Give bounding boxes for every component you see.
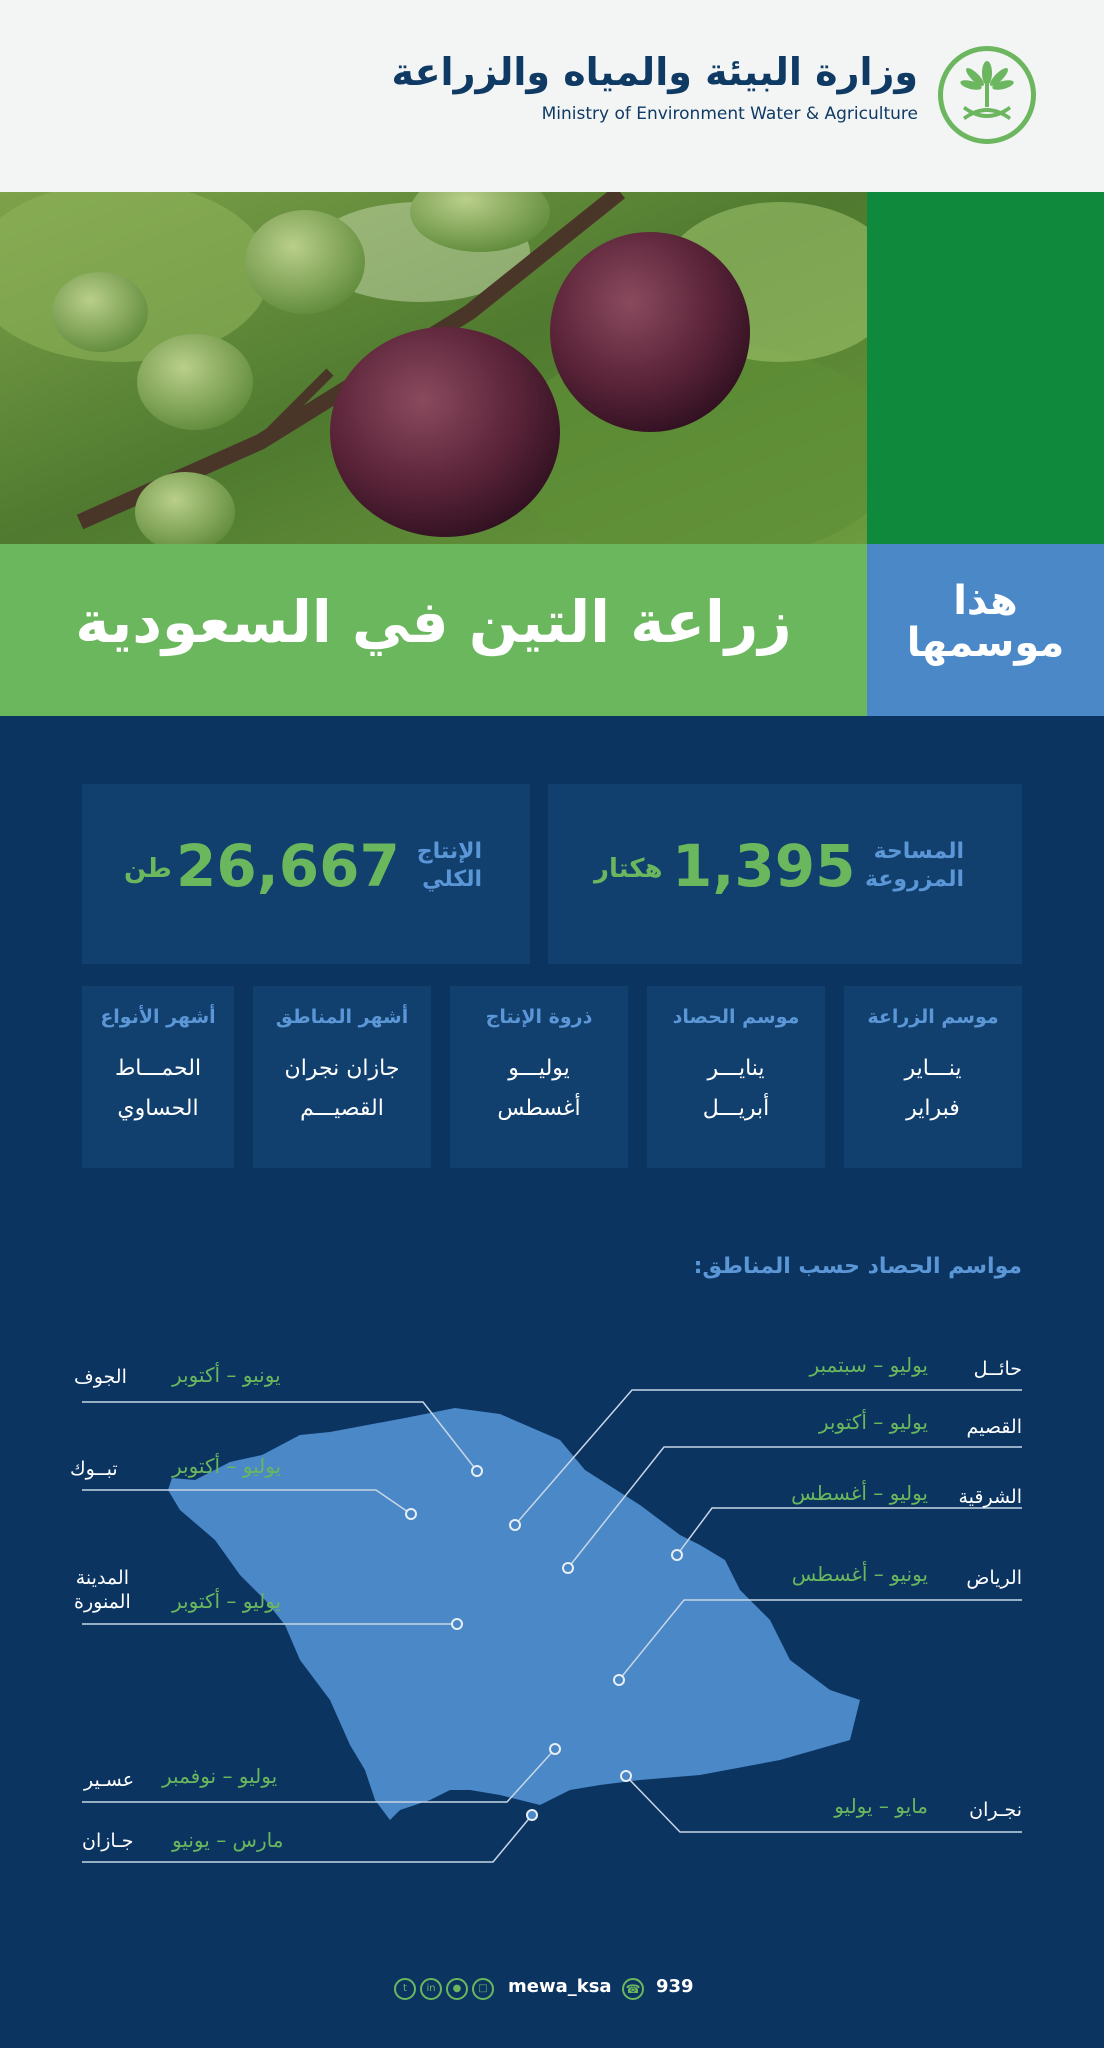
region-riyadh: الرياض bbox=[966, 1567, 1022, 1589]
stat-area-value: 1,395 bbox=[672, 832, 856, 900]
page-title: زراعة التين في السعودية bbox=[75, 588, 792, 656]
region-jazan: جـازان bbox=[82, 1830, 134, 1852]
ministry-name-english: Ministry of Environment Water & Agriculture bbox=[541, 104, 918, 124]
ministry-logo bbox=[938, 46, 1036, 144]
months-hail: يوليو – سبتمبر bbox=[809, 1353, 928, 1377]
info-card-line: ينـــاير bbox=[904, 1056, 962, 1081]
region-madinah: المدينة المنورة bbox=[74, 1567, 131, 1613]
info-card-regions bbox=[253, 986, 431, 1168]
title-band bbox=[0, 544, 867, 716]
snapchat-icon[interactable]: ● bbox=[446, 1978, 468, 2000]
info-card-line: فبراير bbox=[906, 1096, 960, 1121]
info-card-line: أبريـــل bbox=[702, 1096, 770, 1121]
social-handle[interactable]: mewa_ksa bbox=[508, 1976, 612, 1997]
season-tag-line2: موسمها bbox=[906, 620, 1065, 666]
stat-card-production bbox=[82, 784, 530, 964]
months-madinah: يوليو – أكتوبر bbox=[172, 1589, 282, 1613]
info-card-title: أشهر الأنواع bbox=[100, 1006, 216, 1028]
phone-number[interactable]: 939 bbox=[656, 1976, 694, 1997]
months-riyadh: يونيو – أغسطس bbox=[791, 1562, 928, 1586]
stat-card-area bbox=[548, 784, 1022, 964]
info-card-line: الحمـــاط bbox=[114, 1056, 202, 1081]
info-card-line: جازان نجران bbox=[284, 1056, 400, 1081]
info-card-peak bbox=[450, 986, 628, 1168]
info-card-line: أغسطس bbox=[497, 1096, 581, 1121]
info-card-varieties bbox=[82, 986, 234, 1168]
info-card-title: أشهر المناطق bbox=[275, 1006, 409, 1028]
months-tabuk: يوليو – أكتوبر bbox=[172, 1454, 282, 1478]
ministry-name-arabic: وزارة البيئة والمياه والزراعة bbox=[391, 50, 918, 94]
region-najran: نجـران bbox=[969, 1799, 1022, 1821]
season-tag-line1: هذا bbox=[953, 578, 1018, 624]
months-jouf: يونيو – أكتوبر bbox=[172, 1363, 281, 1387]
fig-photo bbox=[0, 192, 867, 544]
info-card-line: القصيـــم bbox=[300, 1096, 384, 1121]
region-eastern: الشرقية bbox=[958, 1486, 1022, 1508]
season-tag bbox=[867, 580, 1104, 664]
accent-green-block bbox=[867, 192, 1104, 544]
saudi-map bbox=[0, 1340, 1104, 1900]
region-asir: عسـير bbox=[84, 1769, 135, 1791]
info-card-title: ذروة الإنتاج bbox=[485, 1006, 593, 1028]
palm-swords-emblem-icon bbox=[943, 51, 1031, 139]
months-jazan: مارس – يونيو bbox=[172, 1828, 284, 1852]
months-eastern: يوليو – أغسطس bbox=[791, 1481, 928, 1505]
stat-production-unit: طن bbox=[124, 854, 172, 884]
info-card-planting bbox=[844, 986, 1022, 1168]
region-tabuk: تبــوك bbox=[70, 1458, 118, 1480]
info-card-line: الحساوي bbox=[117, 1096, 199, 1121]
season-tag-block bbox=[867, 544, 1104, 716]
stat-production-label: الإنتاج الكلي bbox=[416, 839, 482, 892]
linkedin-icon[interactable]: in bbox=[420, 1978, 442, 2000]
header bbox=[0, 0, 1104, 192]
section-title: مواسم الحصاد حسب المناطق: bbox=[693, 1254, 1022, 1279]
region-jouf: الجوف bbox=[74, 1366, 127, 1388]
info-card-line: ينايـــر bbox=[707, 1056, 765, 1081]
info-card-title: موسم الحصاد bbox=[672, 1006, 800, 1028]
instagram-icon[interactable]: □ bbox=[472, 1978, 494, 2000]
months-najran: مايو – يوليو bbox=[834, 1794, 928, 1818]
months-qassim: يوليو – أكتوبر bbox=[818, 1410, 928, 1434]
region-qassim: القصيم bbox=[966, 1416, 1022, 1438]
info-card-line: يوليـــو bbox=[508, 1056, 570, 1081]
months-asir: يوليو – نوفمبر bbox=[162, 1764, 278, 1788]
region-hail: حائــل bbox=[973, 1358, 1022, 1380]
stat-production-value: 26,667 bbox=[176, 832, 400, 900]
twitter-icon[interactable]: t bbox=[394, 1978, 416, 2000]
phone-icon: ☎ bbox=[622, 1978, 644, 2000]
stat-area-unit: هكتار bbox=[594, 854, 663, 884]
stat-area-label: المساحة المزروعة bbox=[865, 839, 964, 892]
info-card-harvest bbox=[647, 986, 825, 1168]
info-card-title: موسم الزراعة bbox=[867, 1006, 999, 1028]
